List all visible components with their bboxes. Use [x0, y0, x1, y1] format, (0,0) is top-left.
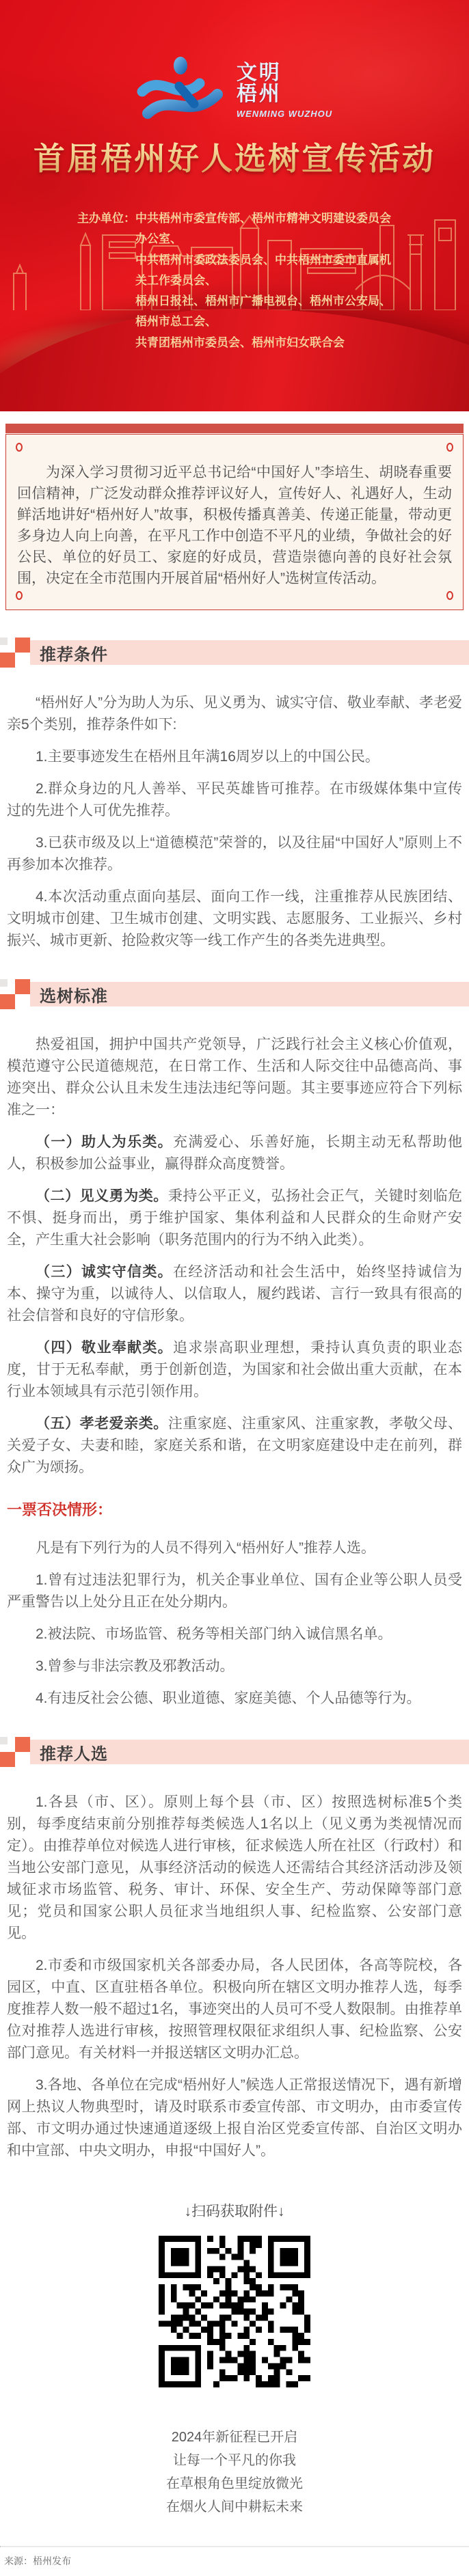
- page-title: 首届梧州好人选树宣传活动: [0, 134, 469, 179]
- intro-card: [5, 424, 464, 610]
- category-text: 充满爱心、乐善好施，长期主动无私帮助他人，积极参加公益事业，赢得群众高度赞誉。: [7, 1134, 462, 1172]
- category-label: （二）见义勇为类。: [36, 1188, 168, 1204]
- category-text: 在经济活动和社会生活中，始终坚持诚信为本、操守为重，以诚待人、以信取人，履约践诺、言行一致具有很高的社会信誉和良好的守信形象。: [7, 1264, 462, 1324]
- category-label: （五）孝老爱亲类。: [36, 1416, 168, 1431]
- paragraph: 4.本次活动重点面向基层、面向工作一线，注重推荐从民族团结、文明城市创建、卫生城市创建、文明实践、志愿服务、工业振兴、乡村振兴、城市更新、抢险救灾等一线工作产生的各类先进典型。: [7, 889, 462, 948]
- paragraph: “梧州好人”分为助人为乐、见义勇为、诚实守信、敬业奉献、孝老爱亲5个类别，推荐条件如下:: [7, 695, 462, 732]
- corner-ring-icon: [446, 591, 453, 600]
- corner-ring-icon: [446, 443, 453, 452]
- poem-line: 在草根角色里绽放微光: [166, 2476, 303, 2491]
- organizer-label: 主办单位：: [77, 212, 135, 225]
- article-body: [0, 640, 469, 2519]
- veto-intro: 凡是有下列行为的人员不得列入“梧州好人”推荐人选。: [36, 1540, 375, 1556]
- logo-figure-icon: [137, 56, 224, 124]
- paragraph: 2.市委和市级国家机关各部委办局，各人民团体，各高等院校，各园区，中直、区直驻梧各单位。积极向所在辖区文明办推荐人选，每季度推荐人数一般不超过1名，事迹突出的人员可不受人数限制。由推荐单位对推荐人选进行审核，按照管理权限征求组织人事、纪检监察、公安部门意见。有关材料一并报送辖区文明办汇总。: [7, 1958, 462, 2061]
- poem-line: 2024年新征程已开启: [171, 2430, 298, 2445]
- category-paragraph: [7, 1261, 462, 1327]
- veto-item: 1.曾有过违法犯罪行为，机关企事业单位、国有企业等公职人员受严重警告以上处分且正在处分期内。: [7, 1572, 462, 1610]
- logo-text-en: WENMING WUZHOU: [236, 108, 333, 119]
- organizers-block: [77, 208, 399, 353]
- category-paragraph: [7, 1186, 462, 1251]
- logo-text-cn-line2: 梧州: [236, 83, 282, 106]
- paragraph: 3.各地、各单位在完成“梧州好人”候选人正常报送情况下，遇有新增网上热议人物典型时，请及时联系市委宣传部、市文明办，由市委宣传部、市文明办通过快速通道逐级上报自治区党委宣传部、自治区文明办和中宣部、中央文明办，申报“中国好人”。: [7, 2077, 462, 2159]
- section-header-recommend-candidates: [0, 1740, 469, 1764]
- source-credit: 来源：梧州发布: [4, 2556, 71, 2566]
- category-label: （一）助人为乐类。: [36, 1134, 173, 1150]
- section-header-recommend-conditions: [0, 640, 469, 665]
- logo-text-cn-line1: 文明: [236, 61, 282, 84]
- checker-square-icon: [0, 1737, 30, 1767]
- closing-poem: [7, 2426, 462, 2519]
- intro-card-top-bar: [5, 424, 464, 433]
- paragraph: 热爱祖国，拥护中国共产党领导，广泛践行社会主义核心价值观，模范遵守公民道德规范，在日常工作、生活和人际交往中品德高尚、事迹突出、群众公认且未发生违法违纪等问题。其主要事迹应符合下列标准之一：: [7, 1037, 462, 1118]
- intro-paragraph: 为深入学习贯彻习近平总书记给“中国好人”李培生、胡晓春重要回信精神，广泛发动群众推荐评议好人，宣传好人、礼遇好人，生动鲜活地讲好“梧州好人”故事，积极传播真善美、传递正能量，带动更多身边人向上向善，在平凡工作中创造不平凡的业绩，争做社会的好公民、单位的好员工、家庭的好成员，营造崇德向善的良好社会氛围，决定在全市范围内开展首届“梧州好人”选树宣传活动。: [17, 465, 452, 586]
- checker-square-icon: [0, 979, 30, 1009]
- veto-item: 3.曾参与非法宗教及邪教活动。: [36, 1658, 234, 1674]
- qr-code: [159, 2236, 310, 2387]
- paragraph: 1.各县（市、区）。原则上每个县（市、区）按照选树标准5个类别，每季度结束前分别推荐每类候选人1名以上（见义勇为类视情况而定）。由推荐单位对候选人进行审核，征求候选人所在社区（行政村）和当地公安部门意见，从事经济活动的候选人还需结合其经济活动涉及领域征求市场监管、税务、审计、环保、安全生产、劳动保障等部门意见；党员和国家公职人员征求当地组织人事、纪检监察、公安部门意见。: [7, 1794, 462, 1941]
- veto-heading: 一票否决情形：: [7, 1501, 113, 1518]
- section-title: 推荐人选: [40, 1744, 108, 1764]
- category-label: （四）敬业奉献类。: [36, 1340, 173, 1356]
- category-label: （三）诚实守信类。: [36, 1264, 173, 1280]
- category-text: 秉持公平正义，弘扬社会正气，关键时刻临危不惧、挺身而出，勇于维护国家、集体利益和人民群众的生命财产安全，产生重大社会影响（职务范围内的行为不纳入此类）。: [7, 1188, 463, 1248]
- poem-line: 让每一个平凡的你我: [173, 2453, 296, 2468]
- corner-ring-icon: [16, 443, 23, 452]
- category-paragraph: [7, 1132, 462, 1175]
- category-text: 追求崇高职业理想，秉持认真负责的职业态度，甘于无私奉献，勇于创新创造，为国家和社会做出重大贡献，在本行业本领域具有示范引领作用。: [7, 1340, 462, 1399]
- header-banner: [0, 0, 469, 411]
- paragraph: 3.已获市级及以上“道德模范”荣誉的，以及往届“中国好人”原则上不再参加本次推荐。: [7, 835, 462, 873]
- organizer-line: 中共梧州市委宣传部、梧州市精神文明建设委员会办公室、: [135, 212, 391, 246]
- organizer-line: 梧州日报社、梧州市广播电视台、梧州市公安局、梧州市总工会、: [135, 294, 391, 329]
- organizer-line: 共青团梧州市委员会、梧州市妇女联合会: [135, 335, 345, 349]
- section-header-selection-standards: [0, 982, 469, 1006]
- checker-square-icon: [0, 638, 30, 668]
- qr-code-caption: ↓扫码获取附件↓: [184, 2204, 285, 2219]
- category-text: 注重家庭、注重家风、注重家教，孝敬父母、关爱子女、夫妻和睦，家庭关系和谐，在文明家庭建设中走在前列，群众广为颂扬。: [7, 1416, 463, 1475]
- veto-item: 2.被法院、市场监管、税务等相关部门纳入诚信黑名单。: [36, 1626, 392, 1642]
- wenming-wuzhou-logo: [0, 56, 469, 124]
- veto-item: 4.有违反社会公德、职业道德、家庭美德、个人品德等行为。: [36, 1690, 421, 1706]
- organizer-line: 中共梧州市委政法委员会、中共梧州市委市直属机关工作委员会、: [135, 253, 391, 287]
- section-title: 选树标准: [40, 987, 108, 1006]
- paragraph: 1.主要事迹发生在梧州且年满16周岁以上的中国公民。: [36, 749, 379, 765]
- category-paragraph: [7, 1337, 462, 1403]
- section-title: 推荐条件: [40, 645, 108, 664]
- poem-line: 在烟火人间中耕耘未来: [166, 2499, 303, 2515]
- corner-ring-icon: [16, 591, 23, 600]
- paragraph: 2.群众身边的凡人善举、平民英雄皆可推荐。在市级媒体集中宣传过的先进个人可优先推荐。: [7, 781, 462, 819]
- category-paragraph: [7, 1413, 462, 1479]
